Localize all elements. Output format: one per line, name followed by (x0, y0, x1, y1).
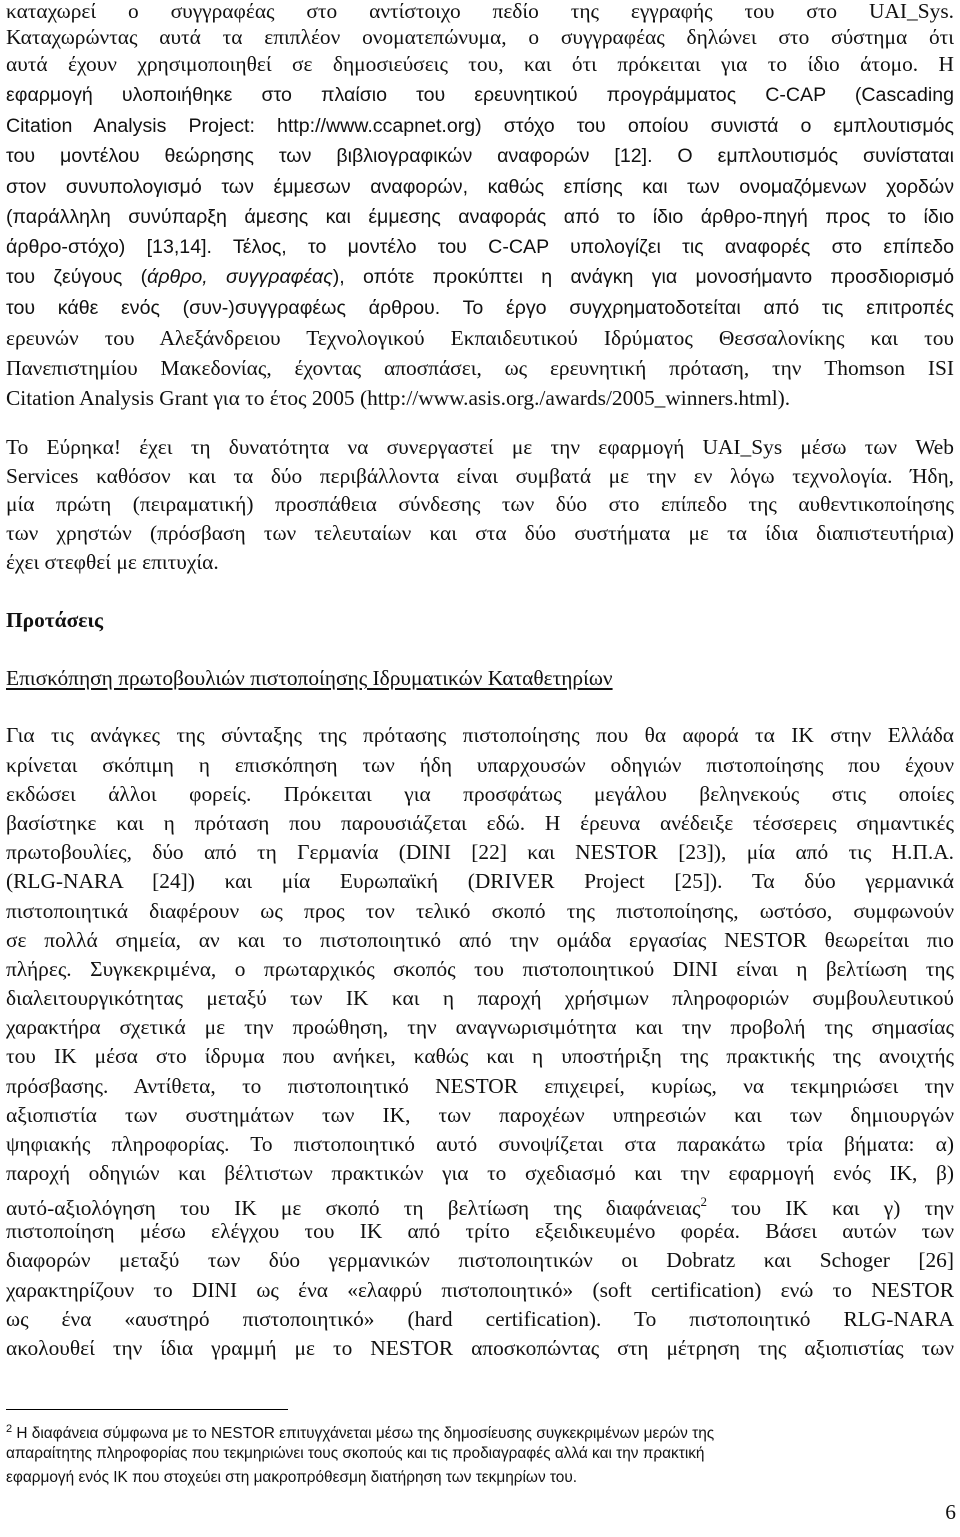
paragraph-1-line: του μοντέλου θεώρησης των βιβλιογραφικών αναφορών [12]. Ο εμπλουτισμός συνίσταται (6, 145, 954, 167)
paragraph-1-line: Καταχωρώντας αυτά τα επιπλέον ονοματεπώνυμα, ο συγγραφέας δηλώνει στο σύστημα ότι (6, 25, 954, 49)
paragraph-3-line: χαρακτήρα σχετικά με την προώθηση, την αναγνωρισιμότητα και την προβολή της σημασίας (6, 1015, 954, 1039)
line-text: αυτό-αξιολόγηση του ΙΚ με σκοπό τη βελτίωση της διαφάνειας (6, 1196, 701, 1220)
paragraph-2-line: έχει στεφθεί με επιτυχία. (6, 550, 219, 574)
paragraph-1-line: Citation Analysis Project: http://www.ccapnet.org) στόχο του οποίου συνιστά ο εμπλουτισμός (6, 115, 954, 137)
paragraph-3-line: Για τις ανάγκες της σύνταξης της πρότασης πιστοποίησης που θα αφορά τα ΙΚ στην Ελλάδα (6, 723, 954, 747)
paragraph-2-line: Το Εύρηκα! έχει τη δυνατότητα να συνεργαστεί με την εφαρμογή UAI_Sys μέσω των Web (6, 435, 954, 459)
paragraph-3-line: πρόσβασης. Αντίθετα, το πιστοποιητικό NESTOR επιχειρεί, κυρίως, να τεκμηριώσει την (6, 1074, 954, 1098)
paragraph-3-line: κρίνεται σκόπιμη η επισκόπηση των ήδη υπαρχουσών οδηγιών πιστοποίησης που έχουν (6, 753, 954, 777)
footnote-line (6, 1418, 954, 1445)
paragraph-3-line: εκδώσει άλλοι φορείς. Πρόκειται για προσφάτως μεγάλου βεληνεκούς στις οποίες (6, 782, 954, 806)
paragraph-1-line (6, 262, 954, 292)
footnote-marker: 2 (6, 1423, 13, 1435)
footnote-reference: 2 (700, 1194, 707, 1209)
paragraph-3-line: σε πολλά σημεία, αν και το πιστοποιητικό από την ομάδα εργασίας NESTOR θεωρείται πιο (6, 928, 954, 952)
paragraph-1-line: εφαρμογή υλοποιήθηκε στο πλαίσιο του ερευνητικού προγράμματος C-CAP (Cascading (6, 84, 954, 106)
paragraph-3-line: αξιοπιστία των συστημάτων των ΙΚ, των παροχέων υπηρεσιών και των δημιουργών (6, 1103, 954, 1127)
line-text: ), οπότε προκύπτει η ανάγκη για μονοσήμαντο προσδιορισμό (332, 266, 954, 288)
paragraph-3-line: (RLG-NARA [24]) και μία Ευρωπαϊκή (DRIVER Project [25]). Τα δύο γερμανικά (6, 869, 954, 893)
paragraph-3-line: ακολουθεί την ίδια γραμμή με το NESTOR αποσκοπώντας στη μέτρηση της αξιοπιστίας των (6, 1336, 954, 1360)
paragraph-3-line: πλήρες. Συγκεκριμένα, ο πρωταρχικός σκοπός του πιστοποιητικού DINI είναι η βελτίωση της (6, 957, 954, 981)
paragraph-3-line: χαρακτηρίζουν το DINI ως ένα «ελαφρύ πιστοποιητικό» (soft certification) ενώ το NESTOR (6, 1278, 954, 1302)
footnote-line: εφαρμογή ενός ΙΚ που στοχεύει στη μακροπρόθεσμη διατήρηση των τεκμηρίων του. (6, 1469, 578, 1486)
line-text: του ΙΚ και γ) την (706, 1196, 954, 1220)
paragraph-1-line: άρθρο-στόχο) [13,14]. Τέλος, το μοντέλο του C-CAP υπολογίζει τις αναφορές στο επίπεδο (6, 236, 954, 258)
paragraph-3-line: ψηφιακής πληροφορίας. Το πιστοποιητικό αυτό συνοψίζεται στα παρακάτω τρία βήματα: α) (6, 1132, 954, 1156)
footnote-separator (6, 1409, 288, 1410)
footnote-text: Η διαφάνεια σύμφωνα με το NESTOR επιτυγχάνεται μέσω της δημοσίευσης συγκεκριμένων μερών της (12, 1425, 715, 1442)
section-subheading: Επισκόπηση πρωτοβουλιών πιστοποίησης Ιδρυματικών Καταθετηρίων (6, 666, 613, 690)
section-heading: Προτάσεις (6, 608, 104, 632)
paragraph-1-line: του κάθε ενός (συν-)συγγραφέως άρθρου. Το έργο συγχρηματοδοτείται από τις επιτροπές (6, 297, 954, 319)
line-text: του ζεύγους ( (6, 266, 148, 288)
paragraph-3-line: βασίστηκε και η πρόταση που παρουσιάζεται εδώ. Η έρευνα ανέδειξε τέσσερεις σημαντικές (6, 811, 954, 835)
paragraph-1-line: ερευνών του Αλεξάνδρειου Τεχνολογικού Εκπαιδευτικού Ιδρύματος Θεσσαλονίκης και του (6, 326, 954, 350)
paragraph-3-line: παροχή οδηγιών και βέλτιστων πρακτικών για το σχεδιασμό και την εφαρμογή ενός ΙΚ, β) (6, 1161, 954, 1185)
paragraph-2-line: μία πρώτη (πειραματική) προσπάθεια σύνδεσης των δύο στο επίπεδο της αυθεντικοποίησης (6, 492, 954, 516)
page-number: 6 (945, 1500, 956, 1524)
paragraph-1-line: αυτά έχουν χρησιμοποιηθεί σε δημοσιεύσεις του, και ότι πρόκειται για το ίδιο άτομο. Η (6, 52, 954, 76)
paragraph-3-line: διαφορών μεταξύ των δύο γερμανικών πιστοποιητικών οι Dobratz και Schoger [26] (6, 1248, 954, 1272)
paragraph-3-line: διαλειτουργικότητας μεταξύ των ΙΚ και η παροχή χρήσιμων πληροφοριών συμβουλευτικού (6, 986, 954, 1010)
paragraph-3-line: του ΙΚ μέσα στο ίδρυμα που ανήκει, καθώς και η υποστήριξη της πρακτικής της ανοιχτής (6, 1044, 954, 1068)
paragraph-3-line: πρωτοβουλίες, δύο από τη Γερμανία (DINI [22] και NESTOR [23]), μία από τις Η.Π.Α. (6, 840, 954, 864)
paragraph-1-line: Πανεπιστημίου Μακεδονίας, έχοντας αποσπάσει, ως ερευνητική πρόταση, την Thomson ISI (6, 356, 954, 380)
footnote-line: απαραίτητης πληροφορίας που τεκμηριώνει τους σκοπούς και τις προδιαγραφές αλλά και την πρακτική (6, 1445, 705, 1462)
paragraph-1-line: στον συνυπολογισμό των έμμεσων αναφορών, καθώς επίσης και των ονομαζόμενων χορδών (6, 176, 954, 198)
paragraph-3-line: ως ένα «αυστηρό πιστοποιητικό» (hard certification). Το πιστοποιητικό RLG-NARA (6, 1307, 954, 1331)
paragraph-3-line: πιστοποιητικά διαφέρουν ως προς τον τελικό σκοπό της πιστοποίησης, ωστόσο, συμφωνούν (6, 899, 954, 923)
paragraph-2-line: των χρηστών (πρόσβαση των τελευταίων και στα δύο συστήματα με τα ίδια διαπιστευτήρια) (6, 521, 954, 545)
paragraph-1-line: (παράλληλη συνύπαρξη άμεσης και έμμεσης αναφοράς από το ίδιο άρθρο-πηγή προς το ίδιο (6, 206, 954, 228)
paragraph-3-line: πιστοποίηση μέσω ελέγχου του ΙΚ από τρίτο εξειδικευμένο φορέα. Βάσει αυτών των (6, 1219, 954, 1243)
paragraph-1-line: Citation Analysis Grant για το έτος 2005 (http://www.asis.org./awards/2005_winners.html). (6, 386, 791, 410)
paragraph-1-line: καταχωρεί ο συγγραφέας στο αντίστοιχο πεδίο της εγγραφής του στο UAI_Sys. (6, 0, 954, 23)
paragraph-2-line: Services καθόσον και τα δύο περιβάλλοντα είναι συμβατά με την εν λόγω τεχνολογία. Ήδη, (6, 464, 954, 488)
italic-term: άρθρο, συγγραφέας (147, 266, 333, 288)
